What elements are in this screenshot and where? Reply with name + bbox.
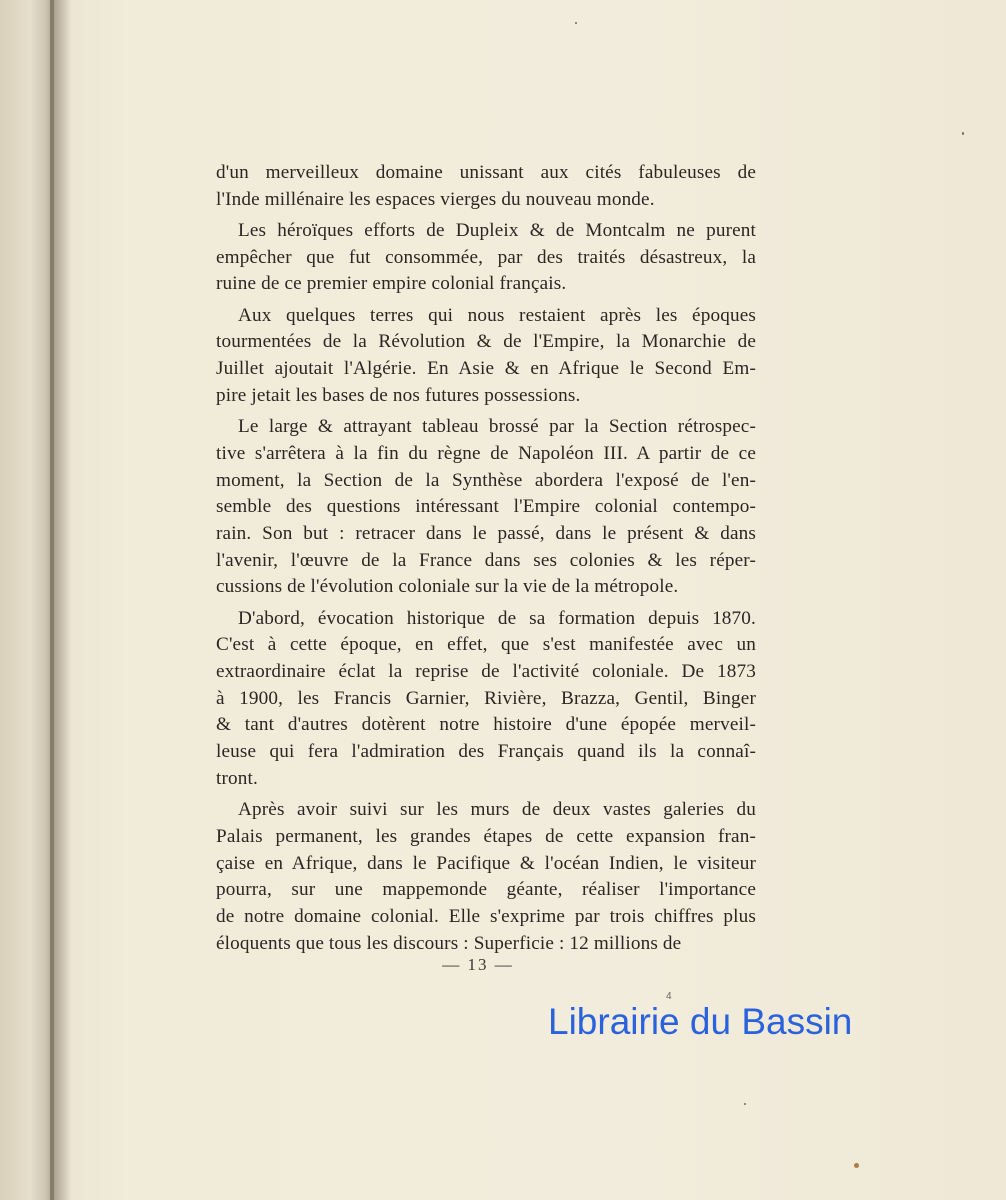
paper-speck (575, 22, 577, 24)
text-line: D'abord, évocation historique de sa formation depuis 1870. (238, 607, 756, 629)
body-text (216, 160, 756, 957)
paragraph (216, 160, 756, 213)
paper-speck (744, 1103, 746, 1105)
pencil-mark: 4 (666, 991, 672, 1002)
text-line: çaise en Afrique, dans le Pacifique & l'océan Indien, le visiteur (216, 852, 756, 874)
text-line: C'est à cette époque, en effet, que s'est manifestée avec un (216, 634, 756, 656)
gutter-shadow (50, 0, 72, 1200)
watermark: Librairie du Bassin (548, 1001, 853, 1042)
text-line: Juillet ajoutait l'Algérie. En Asie & en Afrique le Second Em- (216, 358, 756, 380)
text-line: Les héroïques efforts de Dupleix & de Montcalm ne purent (238, 220, 756, 241)
text-line: de notre domaine colonial. Elle s'exprime par trois chiffres plus (216, 905, 756, 927)
text-line: empêcher que fut consommée, par des traités désastreux, la (216, 246, 756, 268)
text-line: à 1900, les Francis Garnier, Rivière, Brazza, Gentil, Binger (216, 687, 756, 709)
paper-speck (962, 132, 964, 135)
text-line: moment, la Section de la Synthèse abordera l'exposé de l'en- (216, 469, 756, 491)
paragraph (216, 606, 756, 793)
text-line: Le large & attrayant tableau brossé par la Section rétrospec- (238, 416, 756, 438)
text-line: cussions de l'évolution coloniale sur la vie de la métropole. (216, 576, 679, 598)
text-line: & tant d'autres dotèrent notre histoire d'une épopée merveil- (216, 714, 756, 736)
facing-page-edge (0, 0, 54, 1200)
paper-speck (854, 1163, 859, 1168)
paragraph (216, 797, 756, 957)
text-line: d'un merveilleux domaine unissant aux cités fabuleuses de (216, 162, 756, 183)
text-line: Palais permanent, les grandes étapes de cette expansion fran- (216, 825, 756, 847)
text-line: pourra, sur une mappemonde géante, réaliser l'importance (216, 879, 756, 901)
text-line: tourmentées de la Révolution & de l'Empire, la Monarchie de (216, 331, 756, 353)
page-number: — 13 — (442, 955, 514, 974)
text-line: pire jetait les bases de nos futures possessions. (216, 384, 581, 406)
text-line: l'Inde millénaire les espaces vierges du nouveau monde. (216, 188, 655, 210)
text-line: ruine de ce premier empire colonial français. (216, 273, 567, 295)
paragraph (216, 218, 756, 298)
text-line: semble des questions intéressant l'Empire colonial contempo- (216, 496, 756, 518)
text-line: Aux quelques terres qui nous restaient après les époques (238, 304, 756, 326)
text-line: extraordinaire éclat la reprise de l'activité coloniale. De 1873 (216, 661, 756, 683)
text-line: Après avoir suivi sur les murs de deux vastes galeries du (238, 799, 756, 821)
text-line: tive s'arrêtera à la fin du règne de Napoléon III. A partir de ce (216, 442, 756, 464)
text-line: rain. Son but : retracer dans le passé, dans le présent & dans (216, 522, 756, 544)
text-line: leuse qui fera l'admiration des Français quand ils la connaî- (216, 741, 756, 763)
paragraph (216, 414, 756, 601)
text-line: l'avenir, l'œuvre de la France dans ses colonies & les réper- (216, 549, 756, 571)
text-line: éloquents que tous les discours : Superficie : 12 millions de (216, 932, 682, 954)
text-line: tront. (216, 767, 258, 789)
paragraph (216, 303, 756, 410)
